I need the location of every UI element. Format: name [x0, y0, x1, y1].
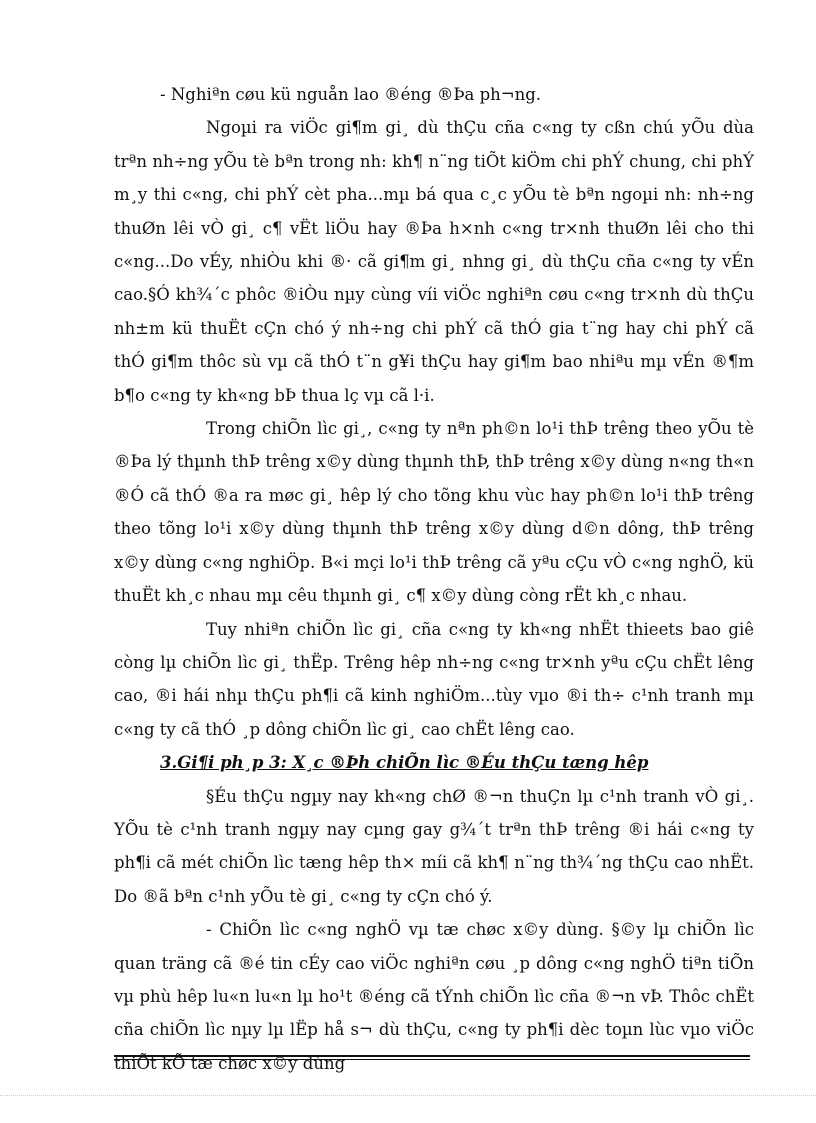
paragraph-technology-strategy: - ChiÕn lìc c«ng nghÖ vµ tæ chøc x©y dùng. §©y lµ chiÕn lìc quan träng cã ®é tin cÉy cao viÖc nghiªn cøu ¸p dông c«ng nghÖ tiªn tiÕn vµ phù hêp lu«n lu«n lµ ho¹t ®éng cã tÝnh chiÕn lìc cña ®¬n vÞ. Thôc chËt cña chiÕn lìc nµy lµ lËp hå s¬ dù thÇu, c«ng ty ph¶i dèc toµn lùc vµo viÖc thiÕt kÕ tæ chøc x©y dùng: [114, 920, 754, 1073]
paragraph-price-reduction: Ngoµi ra viÖc gi¶m gi¸ dù thÇu cña c«ng ty cßn chú yÕu dùa trªn nh÷ng yÕu tè bªn trong nh: kh¶ n¨ng tiÕt kiÖm chi phÝ chung, chi phÝ m¸y thi c«ng, chi phÝ cèt pha...mµ bá qua c¸c yÕu tè bªn ngoµi nh: nh÷ng thuØn lêi vÒ gi¸ c¶ vËt liÖu hay ®Þa h×nh c«ng tr×nh thuØn lêi cho thi c«ng...Do vÉy, nhiÒu khi ®· cã gi¶m gi¸ nhng gi¸ dù thÇu cña c«ng ty vÉn cao.§Ó kh¾´c phôc ®iÒu nµy cùng víi viÖc nghiªn cøu c«ng tr×nh dù thÇu nh±m kü thuËt cÇn chó ý nh÷ng chi phÝ cã thÓ gia t¨ng hay chi phÝ cã thÓ gi¶m thôc sù vµ cã thÓ t¨n g¥i thÇu hay gi¶m bao nhiªu mµ vÉn ®¶m b¶o c«ng ty kh«ng bÞ thua lç vµ cã l·i.: [114, 118, 754, 405]
page-edge-divider: [0, 1095, 816, 1096]
paragraph-price-strategy: Trong chiÕn lìc gi¸, c«ng ty nªn ph©n lo¹i thÞ trêng theo yÕu tè ®Þa lý thµnh thÞ trêng x©y dùng thµnh thÞ, thÞ trêng x©y dùng n«ng th«n ®Ó cã thÓ ®a ra møc gi¸ hêp lý cho tõng khu vùc hay ph©n lo¹i thÞ trêng theo tõng lo¹i x©y dùng thµnh thÞ trêng x©y dùng d©n dông, thÞ trêng x©y dùng c«ng nghiÖp. B«i mçi lo¹i thÞ trêng cã yªu cÇu vÒ c«ng nghÖ, kü thuËt kh¸c nhau mµ cêu thµnh gi¸ c¶ x©y dùng còng rËt kh¸c nhau.: [114, 419, 754, 606]
body-text: [114, 78, 754, 1080]
footer-rule: [114, 1055, 750, 1060]
section-heading: 3.Gi¶i ph¸p 3: X¸c ®Þh chiÕn lìc ®Éu thÇu tæng hêp: [160, 753, 649, 773]
paragraph-low-price: Tuy nhiªn chiÕn lìc gi¸ cña c«ng ty kh«ng nhËt thieets bao giê còng lµ chiÕn lìc gi¸ thËp. Trêng hêp nh÷ng c«ng tr×nh yªu cÇu chËt lêng cao, ®i hái nhµ thÇu ph¶i cã kinh nghiÖm...tùy vµo ®i th÷ c¹nh tranh mµ c«ng ty cã thÓ ¸p dông chiÕn lìc gi¸ cao chËt lêng cao.: [114, 619, 754, 739]
paragraph-research-labor: - Nghiªn cøu kü nguån lao ®éng ®Þa ph¬ng.: [160, 85, 542, 104]
paragraph-competition: §Éu thÇu ngµy nay kh«ng chØ ®¬n thuÇn lµ c¹nh tranh vÒ gi¸. YÕu tè c¹nh tranh ngµy nay cµng gay g¾´t trªn thÞ trêng ®i hái c«ng ty ph¶i cã mét chiÕn lìc tæng hêp th× míi cã kh¶ n¨ng th¾´ng thÇu cao nhËt. Do ®ã bªn c¹nh yÕu tè gi¸ c«ng ty cÇn chó ý.: [114, 786, 754, 906]
